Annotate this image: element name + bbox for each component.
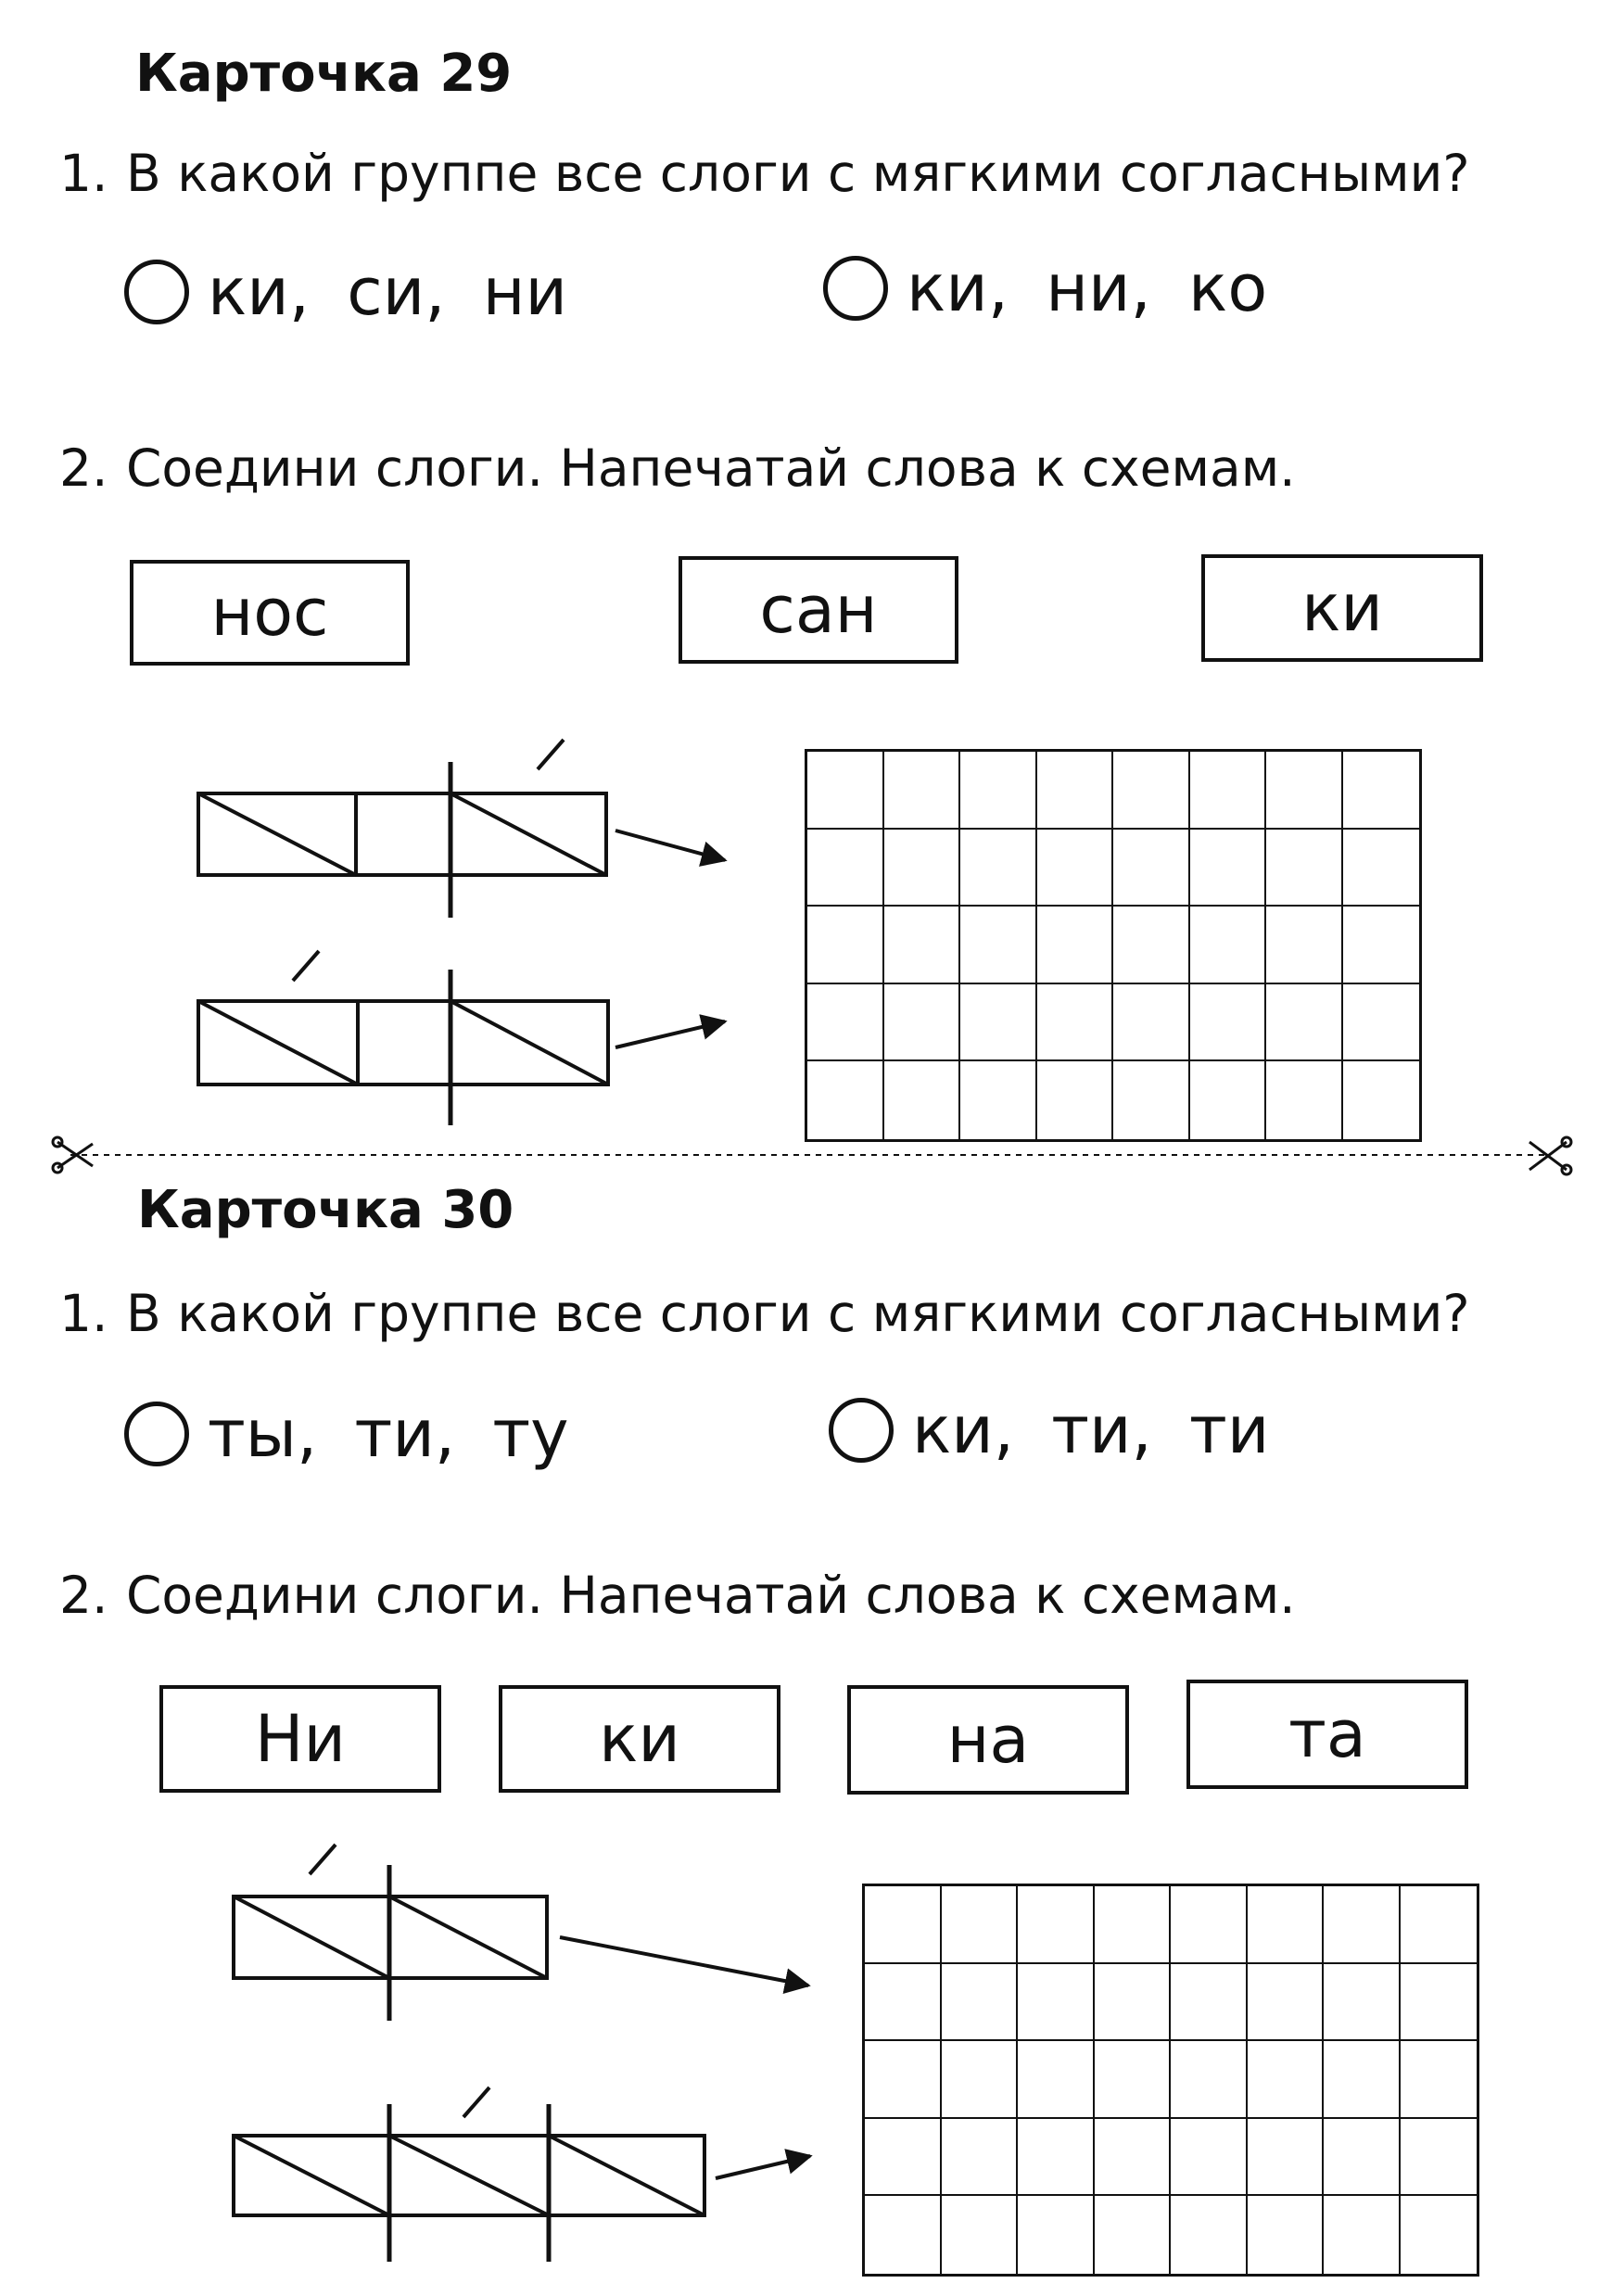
- question-number: 2.: [59, 438, 108, 498]
- arrow-icon: [615, 1021, 725, 1047]
- consonant-vowel-slash: [450, 1001, 608, 1085]
- word-scheme-box: [198, 793, 606, 875]
- cut-line-drawing: [53, 1137, 1571, 1174]
- arrow-icon: [615, 831, 725, 860]
- option-label: ки, ни, ко: [907, 250, 1268, 326]
- question-text: Соедини слоги. Напечатай слова к схемам.: [126, 1566, 1296, 1625]
- stress-mark: [310, 1845, 336, 1874]
- syllable-card[interactable]: та: [1186, 1680, 1468, 1789]
- syllable-card[interactable]: сан: [679, 556, 958, 664]
- consonant-vowel-slash: [549, 2136, 704, 2215]
- option-label: ты, ти, ту: [208, 1396, 569, 1472]
- question-number: 1.: [59, 1284, 108, 1343]
- card-29-scheme-1: [198, 740, 725, 918]
- question-number: 1.: [59, 144, 108, 203]
- syllable-card[interactable]: нос: [130, 560, 410, 666]
- card-30-scheme-1: [234, 1845, 808, 2021]
- consonant-vowel-slash: [234, 1896, 389, 1978]
- stress-mark: [538, 740, 564, 769]
- arrow-icon: [716, 2156, 810, 2178]
- consonant-vowel-slash: [198, 793, 356, 875]
- syllable-card[interactable]: ки: [1201, 554, 1483, 662]
- consonant-vowel-slash: [234, 2136, 389, 2215]
- question-text: Соедини слоги. Напечатай слова к схемам.: [126, 438, 1296, 498]
- consonant-vowel-slash: [450, 793, 606, 875]
- consonant-vowel-slash: [389, 2136, 549, 2215]
- syllable-card[interactable]: Ни: [159, 1685, 441, 1793]
- stress-mark: [463, 2087, 489, 2117]
- question-number: 2.: [59, 1566, 108, 1625]
- option-label: ки, ти, ти: [912, 1392, 1270, 1468]
- card-30-title: Карточка 30: [137, 1180, 514, 1240]
- scissors-icon: [1529, 1137, 1571, 1174]
- card-30-scheme-2: [234, 2087, 810, 2262]
- card-29-scheme-2: [198, 951, 725, 1125]
- question-text: В какой группе все слоги с мягкими согласными?: [126, 1284, 1470, 1343]
- word-scheme-box: [198, 1001, 608, 1085]
- stress-mark: [293, 951, 319, 981]
- question-text: В какой группе все слоги с мягкими согласными?: [126, 144, 1470, 203]
- arrow-icon: [560, 1937, 808, 1985]
- card-29-title: Карточка 29: [135, 44, 513, 104]
- consonant-vowel-slash: [198, 1001, 358, 1085]
- syllable-card[interactable]: на: [847, 1685, 1129, 1795]
- consonant-vowel-slash: [389, 1896, 547, 1978]
- option-label: ки, си, ни: [208, 254, 568, 330]
- syllable-card[interactable]: ки: [499, 1685, 780, 1793]
